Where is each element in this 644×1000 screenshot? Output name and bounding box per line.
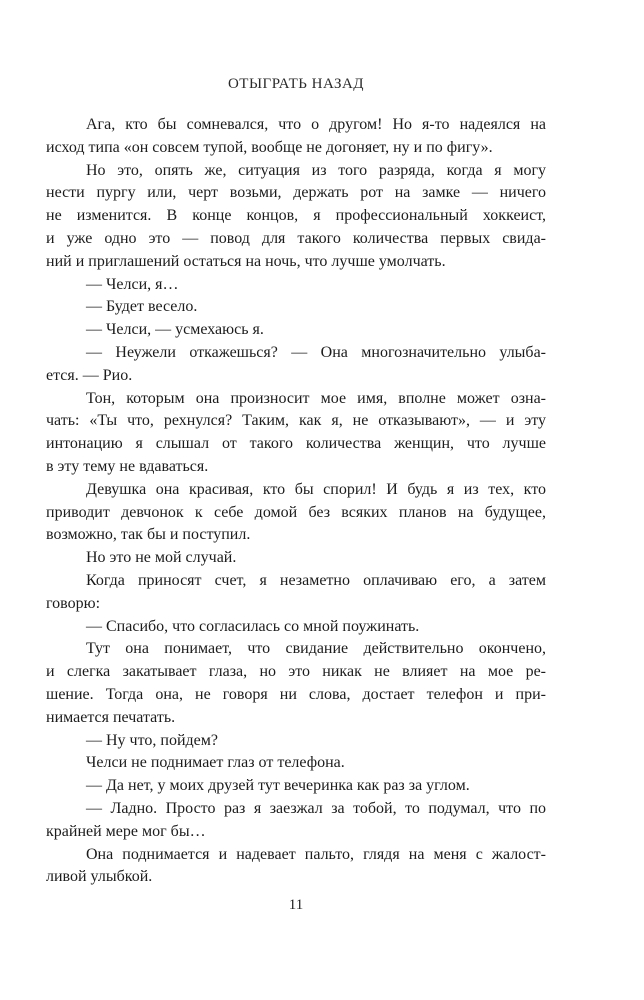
- page-number: 11: [288, 897, 304, 913]
- text-line: — Неужели откажешься? — Она многозначительно улыба-: [86, 343, 546, 361]
- text-line: Но это не мой случай.: [86, 549, 237, 567]
- text-line: нести пургу или, черт возьми, держать рот на замке — ничего: [46, 184, 546, 202]
- text-line: интонацию я слышал от такого количества женщин, что лучше: [46, 435, 546, 453]
- text-line: говорю:: [46, 594, 101, 612]
- text-line: — Ну что, пойдем?: [86, 731, 218, 749]
- text-line: — Будет весело.: [86, 298, 198, 316]
- text-line: исход типа «он совсем тупой, вообще не догоняет, ну и по фигу».: [46, 138, 493, 156]
- text-line: Челси не поднимает глаз от телефона.: [86, 754, 345, 772]
- text-line: Тон, которым она произносит мое имя, вполне может озна-: [86, 389, 546, 407]
- text-line: не изменится. В конце концов, я профессиональный хоккеист,: [46, 207, 546, 225]
- paragraph: [46, 342, 546, 388]
- text-line: возможно, так бы и поступил.: [46, 526, 251, 544]
- text-line: Когда приносят счет, я незаметно оплачиваю его, а затем: [86, 571, 546, 589]
- text-line: — Челси, — усмехаюсь я.: [86, 321, 264, 339]
- paragraph: [46, 638, 546, 729]
- text-line: крайней мере мог бы…: [46, 822, 206, 840]
- paragraph: [46, 296, 546, 319]
- text-line: ний и приглашений остаться на ночь, что лучше умолчать.: [46, 252, 446, 270]
- text-line: и уже одно это — повод для такого количества первых свида-: [46, 229, 546, 247]
- paragraph: [46, 388, 546, 479]
- text-line: приводит девчонок к себе домой без всяких планов на будущее,: [46, 503, 546, 521]
- running-header: ОТЫГРАТЬ НАЗАД: [227, 76, 365, 92]
- text-line: чать: «Ты что, рехнулся? Таким, как я, не отказывают», — и эту: [46, 412, 546, 430]
- paragraph: [46, 319, 546, 342]
- paragraph: [46, 616, 546, 639]
- paragraph: [46, 160, 546, 274]
- text-line: нимается печатать.: [46, 708, 176, 726]
- body-text: [46, 114, 546, 889]
- paragraph: [46, 844, 546, 890]
- text-line: в эту тему не вдаваться.: [46, 457, 209, 475]
- text-line: Ага, кто бы сомневался, что о другом! Но я-то надеялся на: [86, 116, 546, 133]
- paragraph: [46, 479, 546, 547]
- paragraph: [46, 752, 546, 775]
- text-line: — Спасибо, что согласилась со мной поужинать.: [86, 617, 420, 635]
- paragraph: [46, 547, 546, 570]
- text-line: Тут она понимает, что свидание действительно окончено,: [86, 640, 546, 658]
- text-line: — Да нет, у моих друзей тут вечеринка как раз за углом.: [86, 777, 470, 795]
- text-line: и слегка закатывает глаза, но это никак не влияет на мое ре-: [46, 663, 546, 681]
- text-line: — Челси, я…: [86, 275, 179, 293]
- paragraph: [46, 775, 546, 798]
- text-line: шение. Тогда она, не говоря ни слова, достает телефон и при-: [46, 685, 546, 703]
- paragraph: [46, 798, 546, 844]
- paragraph: [46, 730, 546, 753]
- text-line: — Ладно. Просто раз я заезжал за тобой, то подумал, что по: [86, 799, 546, 817]
- text-line: Девушка она красивая, кто бы спорил! И будь я из тех, кто: [86, 480, 546, 498]
- text-line: Но это, опять же, ситуация из того разряда, когда я могу: [86, 161, 546, 179]
- text-line: ется. — Рио.: [46, 366, 133, 384]
- paragraph: [46, 114, 546, 160]
- text-line: ливой улыбкой.: [46, 868, 153, 886]
- paragraph: [46, 274, 546, 297]
- text-line: Она поднимается и надевает пальто, глядя на меня с жалост-: [86, 845, 546, 863]
- paragraph: [46, 570, 546, 616]
